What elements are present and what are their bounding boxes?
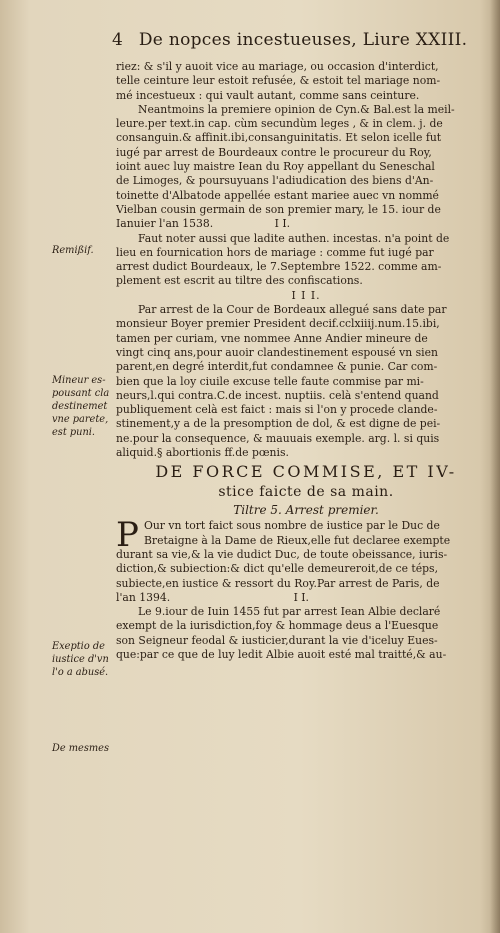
section-heading: DE FORCE COMMISE, ET IV- — [155, 462, 457, 482]
text-line: arrest dudict Bourdeaux, le 7.Septembre 1522. comme am- — [116, 260, 442, 274]
text-line: aliquid.§ abortionis ff.de pœnis. — [116, 446, 289, 460]
text-line: monsieur Boyer premier President decif.cclxiiij.num.15.ibi, — [116, 317, 440, 331]
text-line: Faut noter aussi que ladite authen. incestas. n'a point de — [138, 231, 450, 245]
page-number: 4 — [112, 30, 124, 50]
text-line: neurs,l.qui contra.C.de incest. nuptiis. celà s'entend quand — [116, 388, 439, 402]
section-number: I I I. — [291, 288, 321, 302]
text-line: consanguin.& affinit.ibi,consanguinitatis. Et selon icelle fut — [116, 131, 442, 145]
text-fragment: Ianuier l'an 1538. — [116, 217, 214, 231]
margin-note-line: l'o a abusé. — [52, 667, 109, 678]
paragraph-5 — [116, 605, 496, 662]
section-number: I I. — [293, 590, 309, 604]
margin-note-line: vne parete, — [52, 414, 109, 425]
margin-note-line: Exeptio de — [52, 641, 105, 652]
margin-note-line: pousant cla — [52, 388, 110, 399]
margin-note-line: Remißif. — [52, 245, 94, 256]
margin-note-mineur — [52, 374, 118, 439]
text-line: que:par ce que de luy ledit Albie auoit esté mal traitté,& au- — [116, 647, 447, 661]
text-line: exempt de la iurisdiction,foy & hommage deus a l'Euesque — [116, 619, 439, 633]
running-head — [112, 30, 480, 50]
text-line: vingt cinq ans,pour auoir clandestinement espousé vn sien — [116, 345, 438, 359]
text-line: leure.per text.in cap. cùm secundùm leges , & in clem. j. de — [116, 117, 443, 131]
text-line: stinement,y a de la presomption de dol, & est digne de pei- — [116, 417, 441, 431]
section-heading-line-2: stice faicte de sa main. — [218, 484, 394, 501]
text-line: iugé par arrest de Bourdeaux contre le procureur du Roy, — [116, 145, 432, 159]
text-line: diction,& subiection:& dict qu'elle demeureroit,de ce téps, — [116, 562, 439, 576]
text-line: plement est escrit au tiltre des confiscations. — [116, 274, 363, 288]
margin-note-remissif — [52, 244, 118, 257]
text-line: durant sa vie,& la vie dudict Duc, de toute obeissance, iuris- — [116, 547, 448, 561]
margin-note-line: iustice d'vn — [52, 654, 109, 665]
text-line: riez: & s'il y auoit vice au mariage, ou occasion d'interdict, — [116, 60, 439, 73]
margin-note-exemption — [52, 640, 118, 679]
title-arrest-line: Tiltre 5. Arrest premier. — [233, 503, 379, 518]
drop-cap: P — [116, 515, 139, 556]
text-line: toinette d'Albatode appellée estant mariee auec vn nommé — [116, 188, 439, 202]
text-line: Vielban cousin germain de son premier mary, le 15. iour de — [116, 202, 441, 216]
text-line: subiecte,en iustice & ressort du Roy.Par arrest de Paris, de — [116, 576, 440, 590]
paragraph-1 — [116, 60, 496, 232]
text-line: Par arrest de la Cour de Bordeaux allegué sans date par — [138, 303, 447, 317]
running-title: De nopces incestueuses, Liure XXIII. — [138, 30, 468, 50]
text-line: lieu en fournication hors de mariage : comme fut iugé par — [116, 245, 434, 259]
margin-note-line: destinemet — [52, 401, 108, 412]
paragraph-2 — [116, 232, 496, 289]
text-line: tamen per curiam, vne nommee Anne Andier mineure de — [116, 331, 428, 345]
text-line — [116, 591, 496, 605]
margin-note-de-mesmes — [52, 742, 118, 755]
margin-note-line: De mesmes — [52, 743, 109, 754]
text-line: Bretaigne à la Dame de Rieux,elle fut declaree exempte — [144, 533, 451, 547]
body-text — [116, 60, 496, 662]
section-number: I I. — [274, 217, 291, 231]
text-line — [116, 217, 496, 231]
paragraph-4 — [116, 515, 496, 605]
text-fragment: l'an 1394. — [116, 590, 171, 604]
text-line: son Seigneur feodal & iusticier,durant la vie d'iceluy Eues- — [116, 633, 438, 647]
margin-note-line: est puni. — [52, 427, 96, 438]
text-line: Le 9.iour de Iuin 1455 fut par arrest Iean Albie declaré — [138, 605, 441, 619]
text-line: de Limoges, & poursuyuans l'adiudication des biens d'An- — [116, 174, 434, 188]
text-line: parent,en degré interdit,fut condamnee & punie. Car com- — [116, 360, 438, 374]
text-line: ioint auec luy maistre Iean du Roy appellant du Seneschal — [116, 160, 435, 174]
text-line: mé incestueux : qui vault autant, comme sans ceinture. — [116, 88, 420, 102]
text-line: telle ceinture leur estoit refusée, & estoit tel mariage nom- — [116, 74, 441, 88]
text-line: Our vn tort faict sous nombre de iustice par le Duc de — [144, 519, 440, 533]
paragraph-3 — [116, 303, 496, 460]
text-line: Neantmoins la premiere opinion de Cyn.& Bal.est la meil- — [138, 102, 455, 116]
text-line: bien que la loy ciuile excuse telle faute commise par mi- — [116, 374, 424, 388]
text-line: ne.pour la consequence, & mauuais exemple. arg. l. si quis — [116, 431, 440, 445]
text-line: publiquement celà est faict : mais si l'on y procede clande- — [116, 403, 438, 417]
margin-note-line: Mineur es- — [52, 375, 106, 386]
